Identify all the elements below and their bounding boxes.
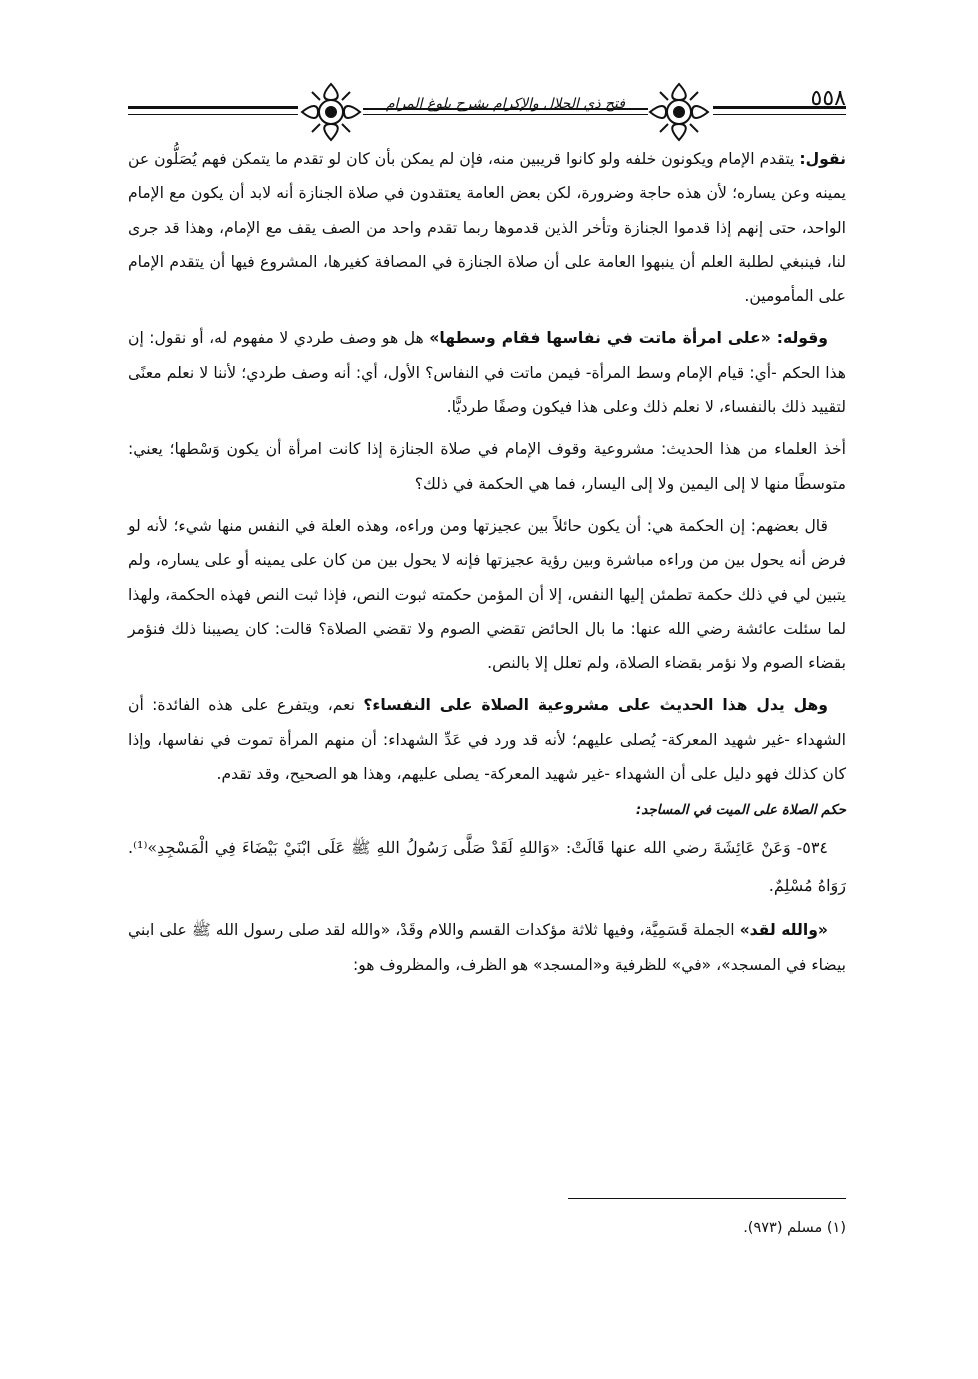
header-rule-left — [128, 106, 298, 109]
paragraph-text: مشروعية وقوف الإمام في صلاة الجنازة إذا كانت امرأة أن يكون وَسْطها؛ يعني: متوسطًا منها لا إلى اليمين ولا إلى اليسار، فما هي الحكمة في ذلك؟ — [128, 440, 846, 493]
commentary-lead: «والله لقد» — [739, 921, 828, 940]
main-text — [128, 142, 846, 990]
ornament-right-icon — [648, 82, 710, 142]
header-rule-left-thin — [128, 114, 298, 115]
paragraph-lead: وقوله: «على امرأة ماتت في نفاسها فقام وسطها» — [429, 329, 828, 348]
paragraph-lead: قال بعضهم: — [750, 516, 829, 535]
paragraph-text: إن الحكمة هي: أن يكون حائلاً بين عجيزتها ومن وراءه، وهذه العلة في النفس منها شيء؛ لأنه لو فرض أنه يحول بين من وراءه مباشرة وبين رؤية عجيزتها فإنه لا يحول بين من كان على يمينه أو على يساره، ولم يتبين لي في ذلك حكمة تطمئن إليها النفس، إلا أن المؤمن حكمته ثبوت النص، فإذا ثبت النص فهذه الحكمة، ولهذا لما سئلت عائشة رضي الله عنها: ما بال الحائض تقضي الصوم ولا تقضي الصلاة؟ قالت: كان يصيبنا ذلك فنؤمر بقضاء الصوم ولا نؤمر بقضاء الصلاة، ولم تعلل إلا بالنص. — [128, 516, 846, 673]
footnote: (١) مسلم (٩٧٣). — [743, 1220, 846, 1236]
commentary-paragraph — [128, 913, 846, 982]
section-heading: حكم الصلاة على الميت في المساجد: — [635, 802, 846, 819]
paragraph — [128, 142, 846, 313]
header-rule-right-thin — [713, 114, 846, 115]
ornament-left-icon — [300, 82, 362, 142]
paragraph-lead: نقول: — [799, 150, 846, 168]
paragraph — [128, 688, 846, 791]
commentary-text: الجملة قَسَمِيَّة، وفيها ثلاثة مؤكدات القسم واللام وقَدْ، «والله لقد صلى رسول الله ﷺ على ابني بيضاء في المسجد»، «في» للظرفية و«المسجد» هو الظرف، والمظروف هو: — [128, 921, 846, 974]
running-title: فتح ذي الجلال والإكرام بشرح بلوغ المرام — [386, 96, 625, 112]
paragraph-text: يتقدم الإمام ويكونون خلفه ولو كانوا قريبين منه، فإن لم يمكن بأن كان لو تقدم ما يتمكن فهم يُصَلُّون عن يمينه وعن يساره؛ لأن هذه حاجة وضرورة، لكن بعض العامة يعتقدون في صلاة الجنازة أنه لابد أن يكون مع الإمام الواحد، حتى إنهم إذا قدموا الجنازة وتأخر الذين قدموها ربما تقدم واحد من الصف يقف مع الإمام، وهذا قد جرى لنا، فينبغي لطلبة العلم أن ينبهوا العامة على أن صلاة الجنازة في المصافة كغيرها، المشروع فيها أن يتقدم الإمام على المأمومين. — [128, 150, 846, 306]
header-rule-center-thin — [363, 114, 648, 115]
hadith-text: ٥٣٤- وَعَنْ عَائِشَةَ رضي الله عنها قَالَتْ: «وَاللهِ لَقَدْ صَلَّى رَسُولُ اللهِ ﷺ عَلَى ابْنَيْ بَيْضَاءَ فِي الْمَسْجِدِ»⁽¹⁾. رَوَاهُ مُسْلِمٌ. — [128, 838, 846, 896]
paragraph — [128, 509, 846, 680]
paragraph-text: نعم، ويتفرع على هذه الفائدة: أن الشهداء -غير شهيد المعركة- يُصلى عليهم؛ لأنه قد ورد في عَدِّ الشهداء: أن منهم المرأة تموت في نفاسها، وإذا كان كذلك فهو دليل على أن الشهداء -غير شهيد المعركة- يصلى عليهم، وهذا هو الصحيح، وقد تقدم. — [128, 696, 846, 784]
footnote-divider — [568, 1198, 846, 1199]
page-header — [128, 78, 846, 148]
paragraph-text: هل هو وصف طردي لا مفهوم له، أو نقول: إن هذا الحكم -أي: قيام الإمام وسط المرأة- فيمن ماتت في النفاس؟ الأول، أي: أنه وصف طردي؛ لأننا لا نعلم معنًى لتقييد ذلك بالنفساء، لا نعلم ذلك وعلى هذا فيكون وصفًا طرديًّا. — [128, 329, 846, 417]
page-number: ٥٥٨ — [810, 86, 846, 111]
paragraph-lead: أخذ العلماء من هذا الحديث: — [661, 440, 846, 459]
paragraph-lead: وهل يدل هذا الحديث على مشروعية الصلاة على النفساء؟ — [363, 696, 828, 715]
paragraph — [128, 321, 846, 424]
paragraph — [128, 432, 846, 501]
